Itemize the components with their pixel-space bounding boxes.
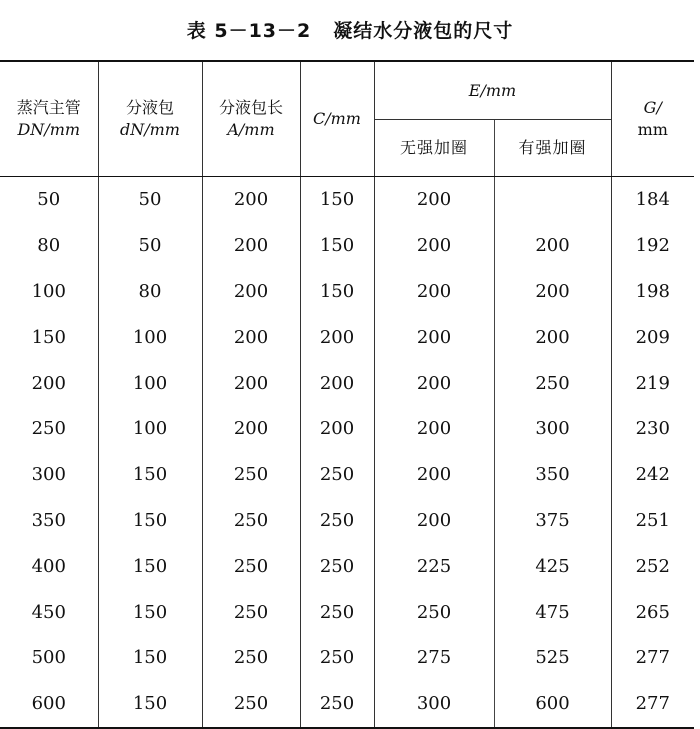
table-row: [0, 498, 694, 544]
cell-g: 230: [635, 418, 670, 440]
cell-e-with-ring: 475: [494, 589, 611, 635]
cell-g: 252: [635, 555, 670, 577]
cell-dn-small: 50: [98, 223, 202, 269]
cell-c: 250: [300, 681, 374, 728]
dimension-table: [0, 60, 694, 729]
cell-e-without-ring: 200: [374, 360, 494, 406]
cell-c: 200: [300, 314, 374, 360]
table-body: [0, 177, 694, 728]
table-row: [0, 452, 694, 498]
cell-e-with-ring: 350: [494, 452, 611, 498]
cell-dn-small: 150: [98, 681, 202, 728]
table-header: [0, 61, 694, 177]
cell-e-without-ring: 200: [374, 223, 494, 269]
cell-dn: 80: [0, 223, 98, 269]
table-row: [0, 223, 694, 269]
cell-g: 184: [635, 189, 670, 211]
cell-e-without-ring: 200: [374, 406, 494, 452]
cell-e-with-ring: 525: [494, 635, 611, 681]
table-caption: 凝结水分液包的尺寸: [333, 20, 514, 42]
cell-g: 251: [635, 509, 670, 531]
cell-g: 198: [635, 280, 670, 302]
table-row: [0, 360, 694, 406]
cell-e-with-ring: 600: [494, 681, 611, 728]
cell-a: 250: [202, 635, 300, 681]
cell-dn: 450: [0, 589, 98, 635]
cell-e-without-ring: 200: [374, 177, 494, 223]
cell-dn-small: 50: [98, 177, 202, 223]
cell-dn-small: 80: [98, 269, 202, 315]
cell-a: 200: [202, 177, 300, 223]
table-title: [0, 16, 700, 43]
cell-dn-small: 100: [98, 314, 202, 360]
cell-c: 200: [300, 360, 374, 406]
cell-c: 150: [300, 223, 374, 269]
cell-g: 277: [635, 693, 670, 715]
cell-e-with-ring: 200: [494, 269, 611, 315]
table-row: [0, 681, 694, 728]
cell-dn-small: 150: [98, 589, 202, 635]
cell-g: 242: [635, 464, 670, 486]
header-main-pipe: 蒸汽主管 DN/mm: [0, 61, 98, 177]
header-separator-pipe: 分液包 dN/mm: [98, 61, 202, 177]
cell-e-with-ring: 300: [494, 406, 611, 452]
table-row: [0, 406, 694, 452]
cell-c: 200: [300, 406, 374, 452]
cell-e-without-ring: 225: [374, 543, 494, 589]
cell-dn-small: 100: [98, 360, 202, 406]
cell-e-with-ring: 425: [494, 543, 611, 589]
cell-dn: 100: [0, 269, 98, 315]
cell-a: 250: [202, 589, 300, 635]
cell-e-without-ring: 200: [374, 498, 494, 544]
cell-e-with-ring: 375: [494, 498, 611, 544]
cell-g: 209: [635, 326, 670, 348]
cell-dn-small: 150: [98, 635, 202, 681]
cell-dn: 300: [0, 452, 98, 498]
cell-e-without-ring: 250: [374, 589, 494, 635]
cell-a: 250: [202, 452, 300, 498]
cell-a: 200: [202, 269, 300, 315]
cell-a: 250: [202, 681, 300, 728]
cell-e-without-ring: 275: [374, 635, 494, 681]
table-row: [0, 635, 694, 681]
cell-e-with-ring: 200: [494, 223, 611, 269]
cell-e-without-ring: 200: [374, 452, 494, 498]
cell-dn-small: 150: [98, 498, 202, 544]
cell-a: 200: [202, 223, 300, 269]
cell-g: 192: [635, 235, 670, 257]
table-row: [0, 269, 694, 315]
header-g: G/ mm: [611, 61, 694, 177]
cell-dn: 200: [0, 360, 98, 406]
cell-e-with-ring: [494, 177, 611, 223]
cell-c: 250: [300, 452, 374, 498]
cell-c: 250: [300, 635, 374, 681]
cell-dn: 150: [0, 314, 98, 360]
cell-c: 150: [300, 269, 374, 315]
cell-dn-small: 100: [98, 406, 202, 452]
header-e-group: E/mm: [374, 61, 611, 120]
cell-a: 250: [202, 498, 300, 544]
cell-e-with-ring: 250: [494, 360, 611, 406]
cell-c: 150: [300, 177, 374, 223]
header-e-without-ring: 无强加圈: [374, 120, 494, 177]
cell-c: 250: [300, 543, 374, 589]
cell-a: 200: [202, 360, 300, 406]
cell-dn: 600: [0, 681, 98, 728]
header-separator-length: 分液包长 A/mm: [202, 61, 300, 177]
cell-e-without-ring: 200: [374, 314, 494, 360]
cell-e-without-ring: 300: [374, 681, 494, 728]
cell-dn-small: 150: [98, 543, 202, 589]
cell-dn: 250: [0, 406, 98, 452]
cell-dn: 500: [0, 635, 98, 681]
cell-e-without-ring: 200: [374, 269, 494, 315]
header-e-with-ring: 有强加圈: [494, 120, 611, 177]
table-row: [0, 589, 694, 635]
cell-g: 277: [635, 647, 670, 669]
cell-a: 200: [202, 406, 300, 452]
cell-dn-small: 150: [98, 452, 202, 498]
cell-dn: 50: [0, 177, 98, 223]
cell-a: 200: [202, 314, 300, 360]
header-c: C/mm: [300, 61, 374, 177]
table-row: [0, 314, 694, 360]
cell-dn: 350: [0, 498, 98, 544]
table-number: 表 5－13－2: [186, 20, 312, 42]
cell-c: 250: [300, 589, 374, 635]
cell-e-with-ring: 200: [494, 314, 611, 360]
cell-dn: 400: [0, 543, 98, 589]
cell-g: 265: [635, 601, 670, 623]
cell-a: 250: [202, 543, 300, 589]
table-row: [0, 543, 694, 589]
cell-g: 219: [635, 372, 670, 394]
table-row: [0, 177, 694, 223]
cell-c: 250: [300, 498, 374, 544]
